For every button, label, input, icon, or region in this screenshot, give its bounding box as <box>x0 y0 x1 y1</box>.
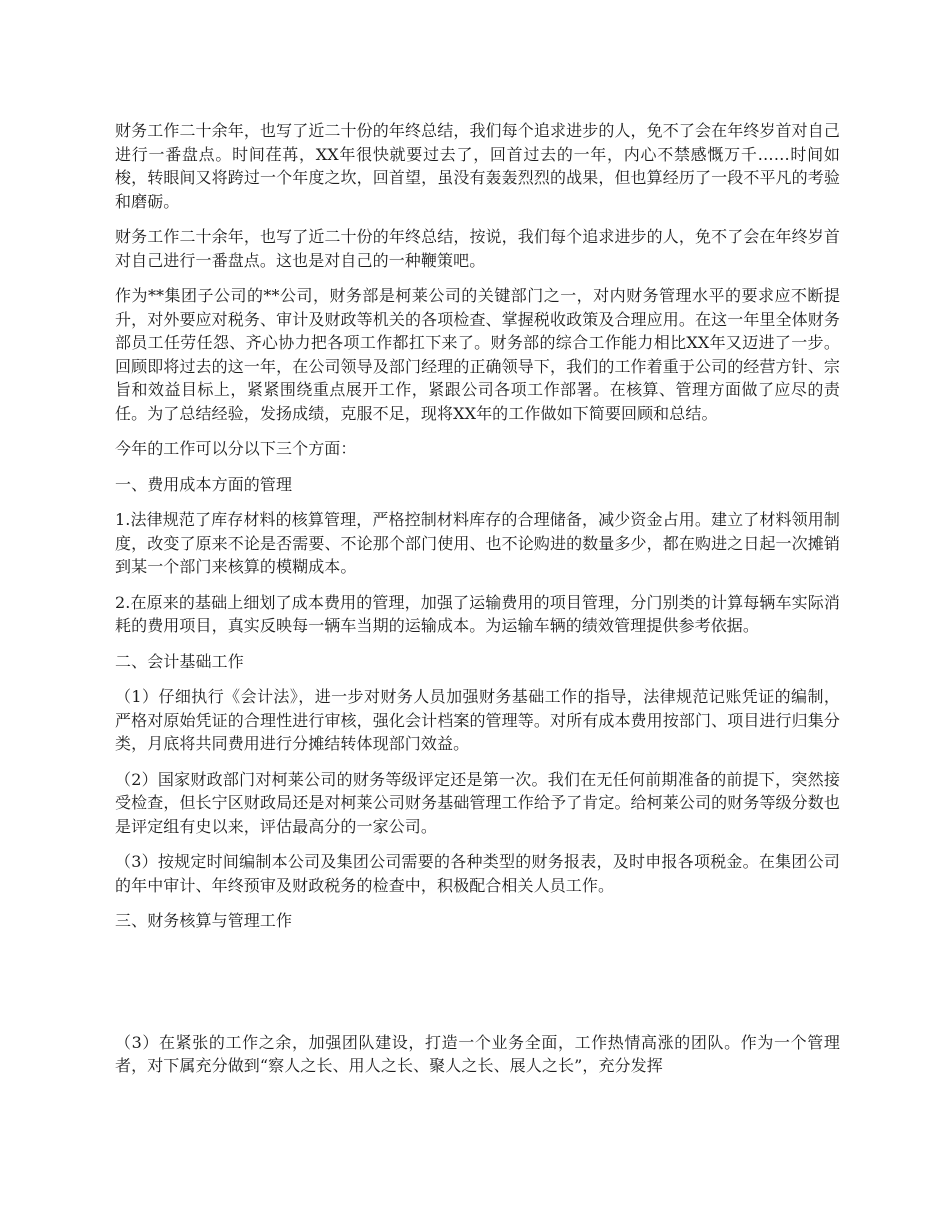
paragraph-team-building: （3）在紧张的工作之余，加强团队建设，打造一个业务全面，工作热情高涨的团队。作为一个管理者，对下属充分做到“察人之长、用人之长、聚人之长、展人之长”，充分发挥 <box>115 1032 840 1075</box>
section-heading-cost-management: 一、费用成本方面的管理 <box>115 474 293 494</box>
paragraph-intro-2: 财务工作二十余年，也写了近二十份的年终总结，按说，我们每个追求进步的人，免不了会在年终岁首对自己进行一番盘点。这也是对自己的一种鞭策吧。 <box>115 227 840 270</box>
section-heading-finance-management: 三、财务核算与管理工作 <box>115 911 293 930</box>
paragraph-cost-item-1: 1.法律规范了库存材料的核算管理，严格控制材料库存的合理储备，减少资金占用。建立了材料领用制度，改变了原来不论是否需要、不论那个部门使用、也不论购进的数量多少，都在购进之日起一次摊销到某一个部门来核算的模糊成本。 <box>115 510 840 576</box>
paragraph-aspects: 今年的工作可以分以下三个方面： <box>115 439 357 458</box>
paragraph-accounting-item-2: （2）国家财政部门对柯莱公司的财务等级评定还是第一次。我们在无任何前期准备的前提下，突然接受检查，但长宁区财政局还是对柯莱公司财务基础管理工作给予了肯定。给柯莱公司的财务等级分数也是评定组有史以来，评估最高分的一家公司。 <box>115 769 840 836</box>
document-body <box>115 119 840 1090</box>
paragraph-accounting-item-1: （1）仔细执行《会计法》，进一步对财务人员加强财务基础工作的指导，法律规范记账凭证的编制，严格对原始凭证的合理性进行审核，强化会计档案的管理等。对所有成本费用按部门、项目进行归集分类，月底将共同费用进行分摊结转体现部门效益。 <box>115 687 840 753</box>
paragraph-accounting-item-3: （3）按规定时间编制本公司及集团公司需要的各种类型的财务报表，及时申报各项税金。在集团公司的年中审计、年终预审及财政税务的检查中，积极配合相关人员工作。 <box>115 852 840 895</box>
paragraph-intro-3: 作为**集团子公司的**公司，财务部是柯莱公司的关键部门之一，对内财务管理水平的要求应不断提升，对外要应对税务、审计及财政等机关的各项检查、掌握税收政策及合理应用。在这一年里全体财务部员工任劳任怨、齐心协力把各项工作都扛下来了。财务部的综合工作能力相比XX年又迈进了一步。回顾即将过去的这一年，在公司领导及部门经理的正确领导下，我们的工作着重于公司的经营方针、宗旨和效益目标上，紧紧围绕重点展开工作，紧跟公司各项工作部署。在核算、管理方面做了应尽的责任。为了总结经验，发扬成绩，克服不足，现将XX年的工作做如下简要回顾和总结。 <box>115 286 840 423</box>
paragraph-intro-1: 财务工作二十余年，也写了近二十份的年终总结，我们每个追求进步的人，免不了会在年终岁首对自己进行一番盘点。时间荏苒，XX年很快就要过去了，回首过去的一年，内心不禁感慨万千……时间如梭，转眼间又将跨过一个年度之坎，回首望，虽没有轰轰烈烈的战果，但也算经历了一段不平凡的考验和磨砺。 <box>115 121 840 211</box>
paragraph-cost-item-2: 2.在原来的基础上细划了成本费用的管理，加强了运输费用的项目管理，分门别类的计算每辆车实际消耗的费用项目，真实反映每一辆车当期的运输成本。为运输车辆的绩效管理提供参考依据。 <box>115 592 840 635</box>
section-heading-accounting-basics: 二、会计基础工作 <box>115 651 244 671</box>
blank-space <box>115 945 840 1031</box>
